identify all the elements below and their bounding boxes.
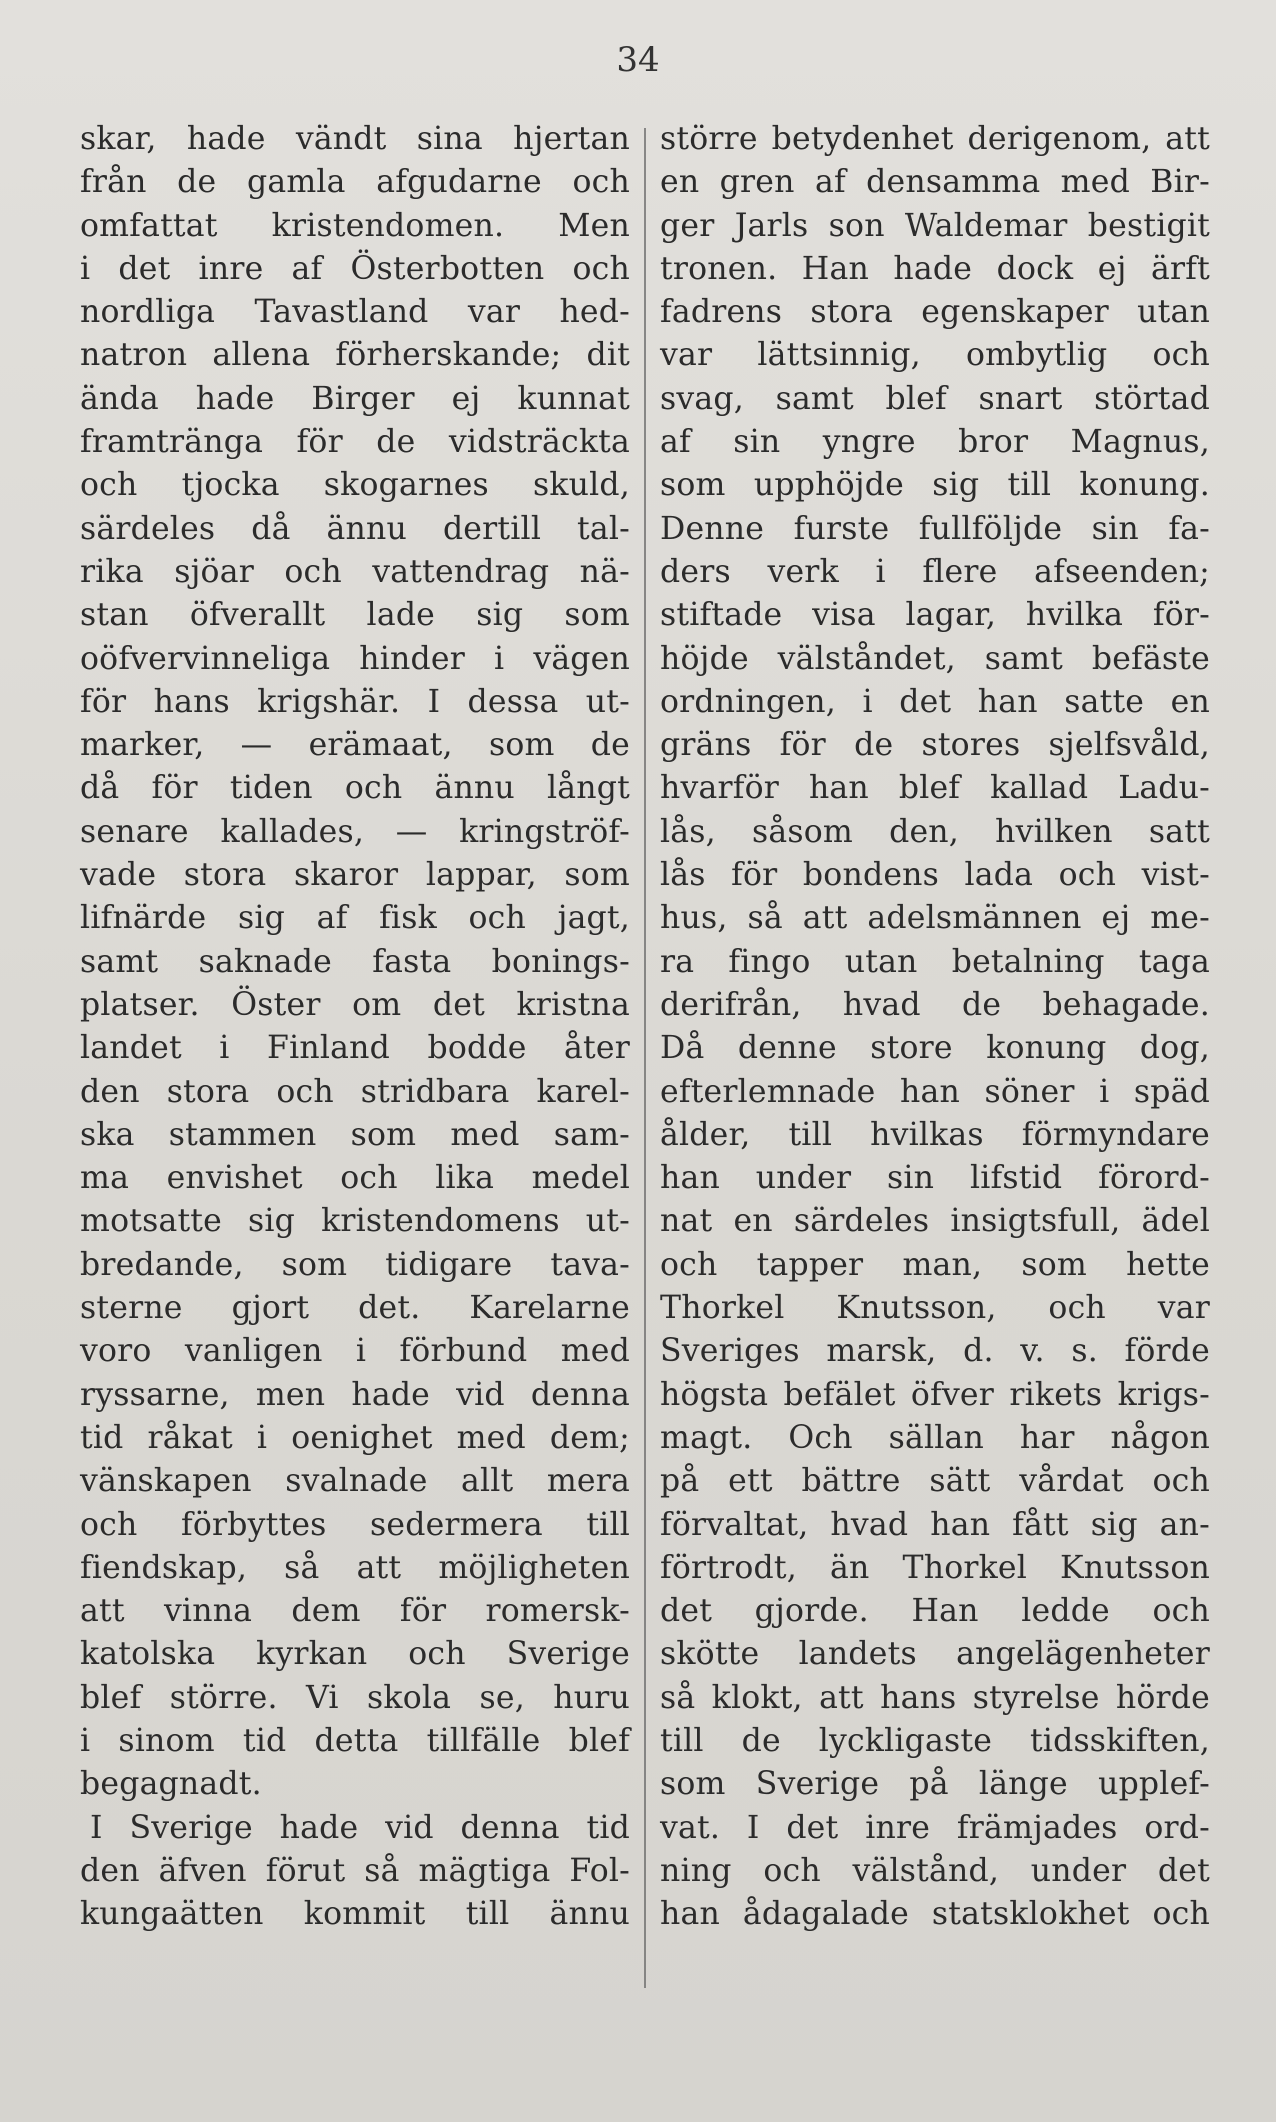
text-line: framtränga för de vidsträckta	[80, 424, 630, 461]
text-line: särdeles då ännu dertill tal-	[80, 510, 630, 547]
text-line: motsatte sig kristendomens ut-	[80, 1203, 630, 1240]
text-line: han ådagalade statsklokhet och	[660, 1896, 1210, 1933]
text-line: nat en särdeles insigtsfull, ädel	[660, 1203, 1210, 1240]
text-line: efterlemnade han söner i späd	[660, 1073, 1210, 1110]
text-line: i sinom tid detta tillfälle blef	[80, 1722, 630, 1759]
text-line: och förbyttes sedermera till	[80, 1506, 630, 1543]
text-line: så klokt, att hans styrelse hörde	[660, 1679, 1210, 1716]
text-line: ra fingo utan betalning taga	[660, 943, 1210, 980]
left-column	[80, 118, 630, 1936]
text-line: ordningen, i det han satte en	[660, 683, 1210, 720]
text-line: förvaltat, hvad han fått sig an-	[660, 1506, 1210, 1543]
text-line: som Sverige på länge upplef-	[660, 1766, 1210, 1803]
text-line: som upphöjde sig till konung.	[660, 467, 1210, 504]
text-line: ska stammen som med sam-	[80, 1116, 630, 1153]
text-line: på ett bättre sätt vårdat och	[660, 1463, 1210, 1500]
text-columns	[80, 118, 1230, 1998]
text-line: det gjorde. Han ledde och	[660, 1593, 1210, 1630]
text-line: höjde välståndet, samt befäste	[660, 640, 1210, 677]
text-line: sterne gjort det. Karelarne	[80, 1290, 630, 1327]
text-line: begagnadt.	[80, 1766, 262, 1803]
text-line: Denne furste fullföljde sin fa-	[660, 510, 1210, 547]
text-line: voro vanligen i förbund med	[80, 1333, 630, 1370]
text-line: hvarför han blef kallad Ladu-	[660, 770, 1210, 807]
text-line: en gren af densamma med Bir-	[660, 164, 1210, 201]
text-line: och tapper man, som hette	[660, 1246, 1210, 1283]
text-line: oöfvervinneliga hinder i vägen	[80, 640, 630, 677]
text-line: blef större. Vi skola se, huru	[80, 1679, 630, 1716]
text-line: magt. Och sällan har någon	[660, 1419, 1210, 1456]
text-line: nordliga Tavastland var hed-	[80, 294, 630, 331]
text-line: stiftade visa lagar, hvilka för-	[660, 597, 1210, 634]
text-line: samt saknade fasta bonings-	[80, 943, 630, 980]
text-line: lifnärde sig af fisk och jagt,	[80, 900, 630, 937]
text-line: lås, såsom den, hvilken satt	[660, 813, 1210, 850]
text-line: skötte landets angelägenheter	[660, 1636, 1210, 1673]
text-line: af sin yngre bror Magnus,	[660, 424, 1210, 461]
text-line: ning och välstånd, under det	[660, 1852, 1210, 1889]
text-line: ända hade Birger ej kunnat	[80, 380, 630, 417]
text-line: till de lyckligaste tidsskiften,	[660, 1722, 1210, 1759]
text-line: rika sjöar och vattendrag nä-	[80, 553, 630, 590]
text-line: skar, hade vändt sina hjertan	[80, 121, 630, 157]
text-line: fiendskap, så att möjligheten	[80, 1549, 630, 1586]
text-line: den äfven förut så mägtiga Fol-	[80, 1852, 630, 1889]
text-line: senare kallades, — kringströf-	[80, 813, 630, 850]
text-line: då för tiden och ännu långt	[80, 770, 630, 807]
text-line: kungaätten kommit till ännu	[80, 1896, 630, 1933]
text-line: hus, så att adelsmännen ej me-	[660, 900, 1210, 937]
text-line: tronen. Han hade dock ej ärft	[660, 250, 1210, 287]
text-line: ders verk i flere afseenden;	[660, 553, 1210, 590]
text-line: större betydenhet derigenom, att	[660, 121, 1210, 157]
text-line: Då denne store konung dog,	[660, 1030, 1210, 1067]
text-line: gräns för de stores sjelfsvåld,	[660, 727, 1210, 764]
text-line: omfattat kristendomen. Men	[80, 207, 630, 244]
text-line: för hans krigshär. I dessa ut-	[80, 683, 630, 720]
text-line: vänskapen svalnade allt mera	[80, 1463, 630, 1500]
text-line: I Sverige hade vid denna tid	[90, 1809, 630, 1846]
text-line: derifrån, hvad de behagade.	[660, 986, 1210, 1023]
text-line: vat. I det inre främjades ord-	[660, 1809, 1210, 1846]
text-line: platser. Öster om det kristna	[80, 986, 630, 1023]
right-column	[660, 118, 1210, 1936]
text-line: att vinna dem för romersk-	[80, 1593, 630, 1630]
column-divider	[644, 128, 646, 1988]
text-line: i det inre af Österbotten och	[80, 250, 630, 287]
text-line: landet i Finland bodde åter	[80, 1030, 630, 1067]
text-line: stan öfverallt lade sig som	[80, 597, 630, 634]
text-line: den stora och stridbara karel-	[80, 1073, 630, 1110]
text-line: natron allena förherskande; dit	[80, 337, 630, 374]
text-line: ma envishet och lika medel	[80, 1160, 630, 1197]
text-line: marker, — erämaat, som de	[80, 727, 630, 764]
text-line: och tjocka skogarnes skuld,	[80, 467, 630, 504]
text-line: fadrens stora egenskaper utan	[660, 294, 1210, 331]
text-line: Sveriges marsk, d. v. s. förde	[660, 1333, 1210, 1370]
text-line: vade stora skaror lappar, som	[80, 857, 630, 894]
page-number: 34	[616, 40, 660, 80]
text-line: katolska kyrkan och Sverige	[80, 1636, 630, 1673]
text-line: bredande, som tidigare tava-	[80, 1246, 630, 1283]
text-line: förtrodt, än Thorkel Knutsson	[660, 1549, 1210, 1586]
text-line: från de gamla afgudarne och	[80, 164, 630, 201]
text-line: var lättsinnig, ombytlig och	[660, 337, 1210, 374]
text-line: ryssarne, men hade vid denna	[80, 1376, 630, 1413]
text-line: högsta befälet öfver rikets krigs-	[660, 1376, 1210, 1413]
text-line: lås för bondens lada och vist-	[660, 857, 1210, 894]
text-line: han under sin lifstid förord-	[660, 1160, 1210, 1197]
text-line: ger Jarls son Waldemar bestigit	[660, 207, 1210, 244]
text-line: svag, samt blef snart störtad	[660, 380, 1210, 417]
text-line: Thorkel Knutsson, och var	[660, 1290, 1210, 1327]
text-line: ålder, till hvilkas förmyndare	[660, 1116, 1210, 1153]
text-line: tid råkat i oenighet med dem;	[80, 1419, 630, 1456]
